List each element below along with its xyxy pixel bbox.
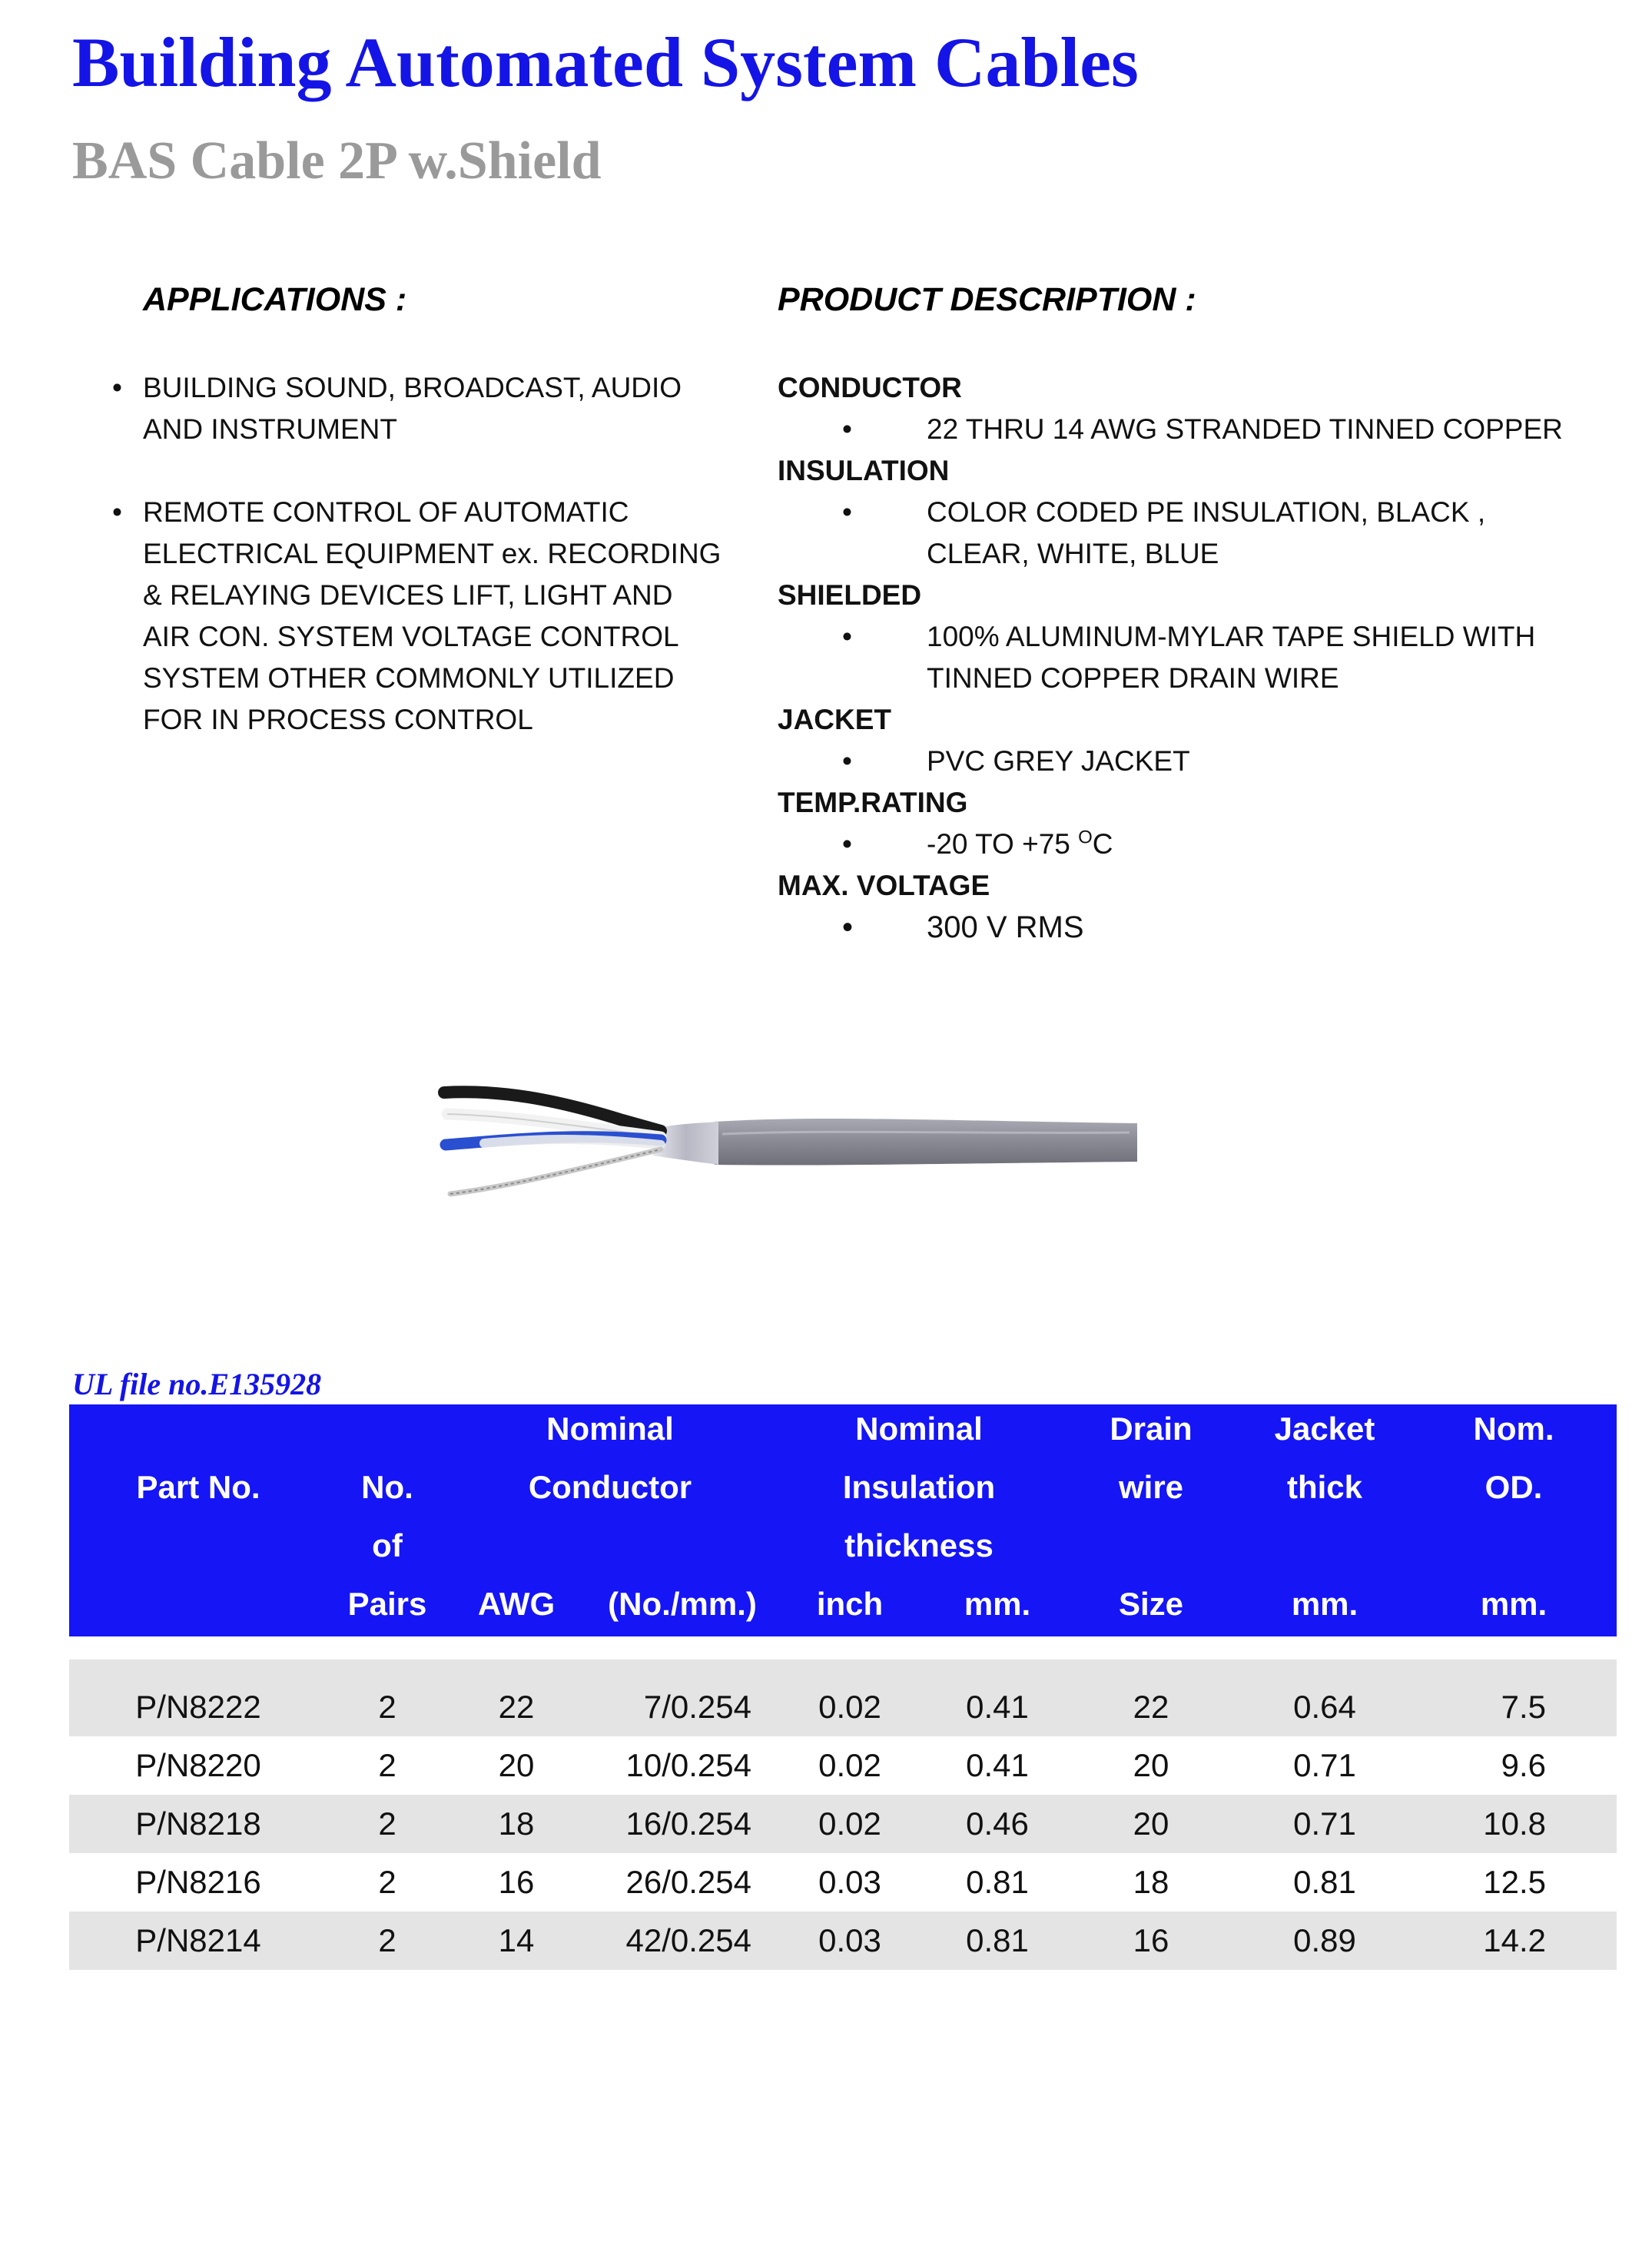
insulation-value: • COLOR CODED PE INSULATION, BLACK , CLEAR, WHITE, BLUE — [778, 492, 1623, 575]
insulation-label: INSULATION — [778, 455, 950, 486]
header-drain: Size — [1118, 1586, 1184, 1622]
applications-heading: APPLICATIONS : — [143, 281, 407, 318]
table-row: P/N8218 2 18 16/0.254 0.02 0.46 20 0.71 10.8 — [69, 1795, 1617, 1853]
jacket-label: JACKET — [778, 704, 892, 735]
header-pairs: Pairs — [347, 1586, 427, 1622]
header-insulation: Insulation — [842, 1469, 996, 1505]
header-pairs: No. — [361, 1469, 413, 1505]
applications-list — [108, 367, 738, 782]
bullet-icon: • — [842, 910, 854, 944]
header-inch: inch — [816, 1586, 884, 1622]
conductor-value: • 22 THRU 14 AWG STRANDED TINNED COPPER — [778, 409, 1623, 450]
bullet-icon: • — [842, 496, 852, 528]
conductor-label: CONDUCTOR — [778, 372, 962, 403]
jacket-value: • PVC GREY JACKET — [778, 741, 1623, 782]
temp-rating-label: TEMP.RATING — [778, 787, 968, 818]
application-item: • REMOTE CONTROL OF AUTOMATIC ELECTRICAL EQUIPMENT ex. RECORDING & RELAYING DEVICES LIFT, LIGHT AND AIR CON. SYSTEM VOLTAGE CONTROL SYSTEM OTHER COMMONLY UTILIZED FOR IN PROCESS CONTROL — [108, 492, 738, 741]
ul-file-number: UL file no.E135928 — [72, 1367, 322, 1401]
table-row: P/N8220 2 20 10/0.254 0.02 0.41 20 0.71 9.6 — [135, 1747, 1546, 1783]
spec-table-header — [69, 1404, 1617, 1636]
header-insulation: Nominal — [855, 1411, 983, 1447]
product-description — [778, 367, 1623, 948]
header-drain: wire — [1118, 1469, 1184, 1505]
table-divider — [69, 1660, 1617, 1678]
bullet-icon: • — [112, 372, 122, 403]
page-subtitle: BAS Cable 2P w.Shield — [72, 131, 602, 191]
bullet-icon: • — [842, 413, 852, 445]
bullet-icon: • — [842, 745, 852, 777]
header-conductor: Conductor — [528, 1469, 692, 1505]
temp-rating-value: • -20 TO +75 $^O$C — [778, 824, 1623, 865]
table-row: P/N8222 2 22 7/0.254 0.02 0.41 22 0.64 7.5 — [69, 1678, 1617, 1736]
header-drain: Drain — [1110, 1411, 1193, 1447]
bullet-icon: • — [112, 496, 122, 528]
header-od: OD. — [1484, 1469, 1543, 1505]
header-conductor: Nominal — [546, 1411, 674, 1447]
header-od: Nom. — [1473, 1411, 1554, 1447]
shielded-label: SHIELDED — [778, 579, 922, 611]
header-part-no: Part No. — [136, 1469, 260, 1505]
header-jacket: mm. — [1291, 1586, 1358, 1622]
cable-product-image — [430, 1076, 1153, 1229]
max-voltage-value: • 300 V RMS — [778, 907, 1623, 948]
table-row: P/N8216 2 16 26/0.254 0.03 0.81 18 0.81 12.5 — [135, 1864, 1546, 1900]
page-title: Building Automated System Cables — [72, 23, 1139, 101]
header-insulation: thickness — [844, 1527, 994, 1563]
product-description-heading: PRODUCT DESCRIPTION : — [778, 281, 1196, 318]
table-row: P/N8214 2 14 42/0.254 0.03 0.81 16 0.89 14.2 — [69, 1912, 1617, 1970]
header-pairs: of — [372, 1527, 403, 1563]
header-awg: AWG — [477, 1586, 556, 1622]
header-od: mm. — [1480, 1586, 1548, 1622]
max-voltage-label: MAX. VOLTAGE — [778, 870, 990, 901]
header-mm: mm. — [964, 1586, 1031, 1622]
bullet-icon: • — [842, 621, 852, 652]
header-strand: (No./mm.) — [608, 1586, 757, 1622]
application-item: • BUILDING SOUND, BROADCAST, AUDIO AND INSTRUMENT — [108, 367, 738, 450]
shielded-value: • 100% ALUMINUM-MYLAR TAPE SHIELD WITH TINNED COPPER DRAIN WIRE — [778, 616, 1623, 699]
header-jacket: Jacket — [1274, 1411, 1375, 1447]
bullet-icon: • — [842, 828, 852, 860]
header-jacket: thick — [1286, 1469, 1363, 1505]
